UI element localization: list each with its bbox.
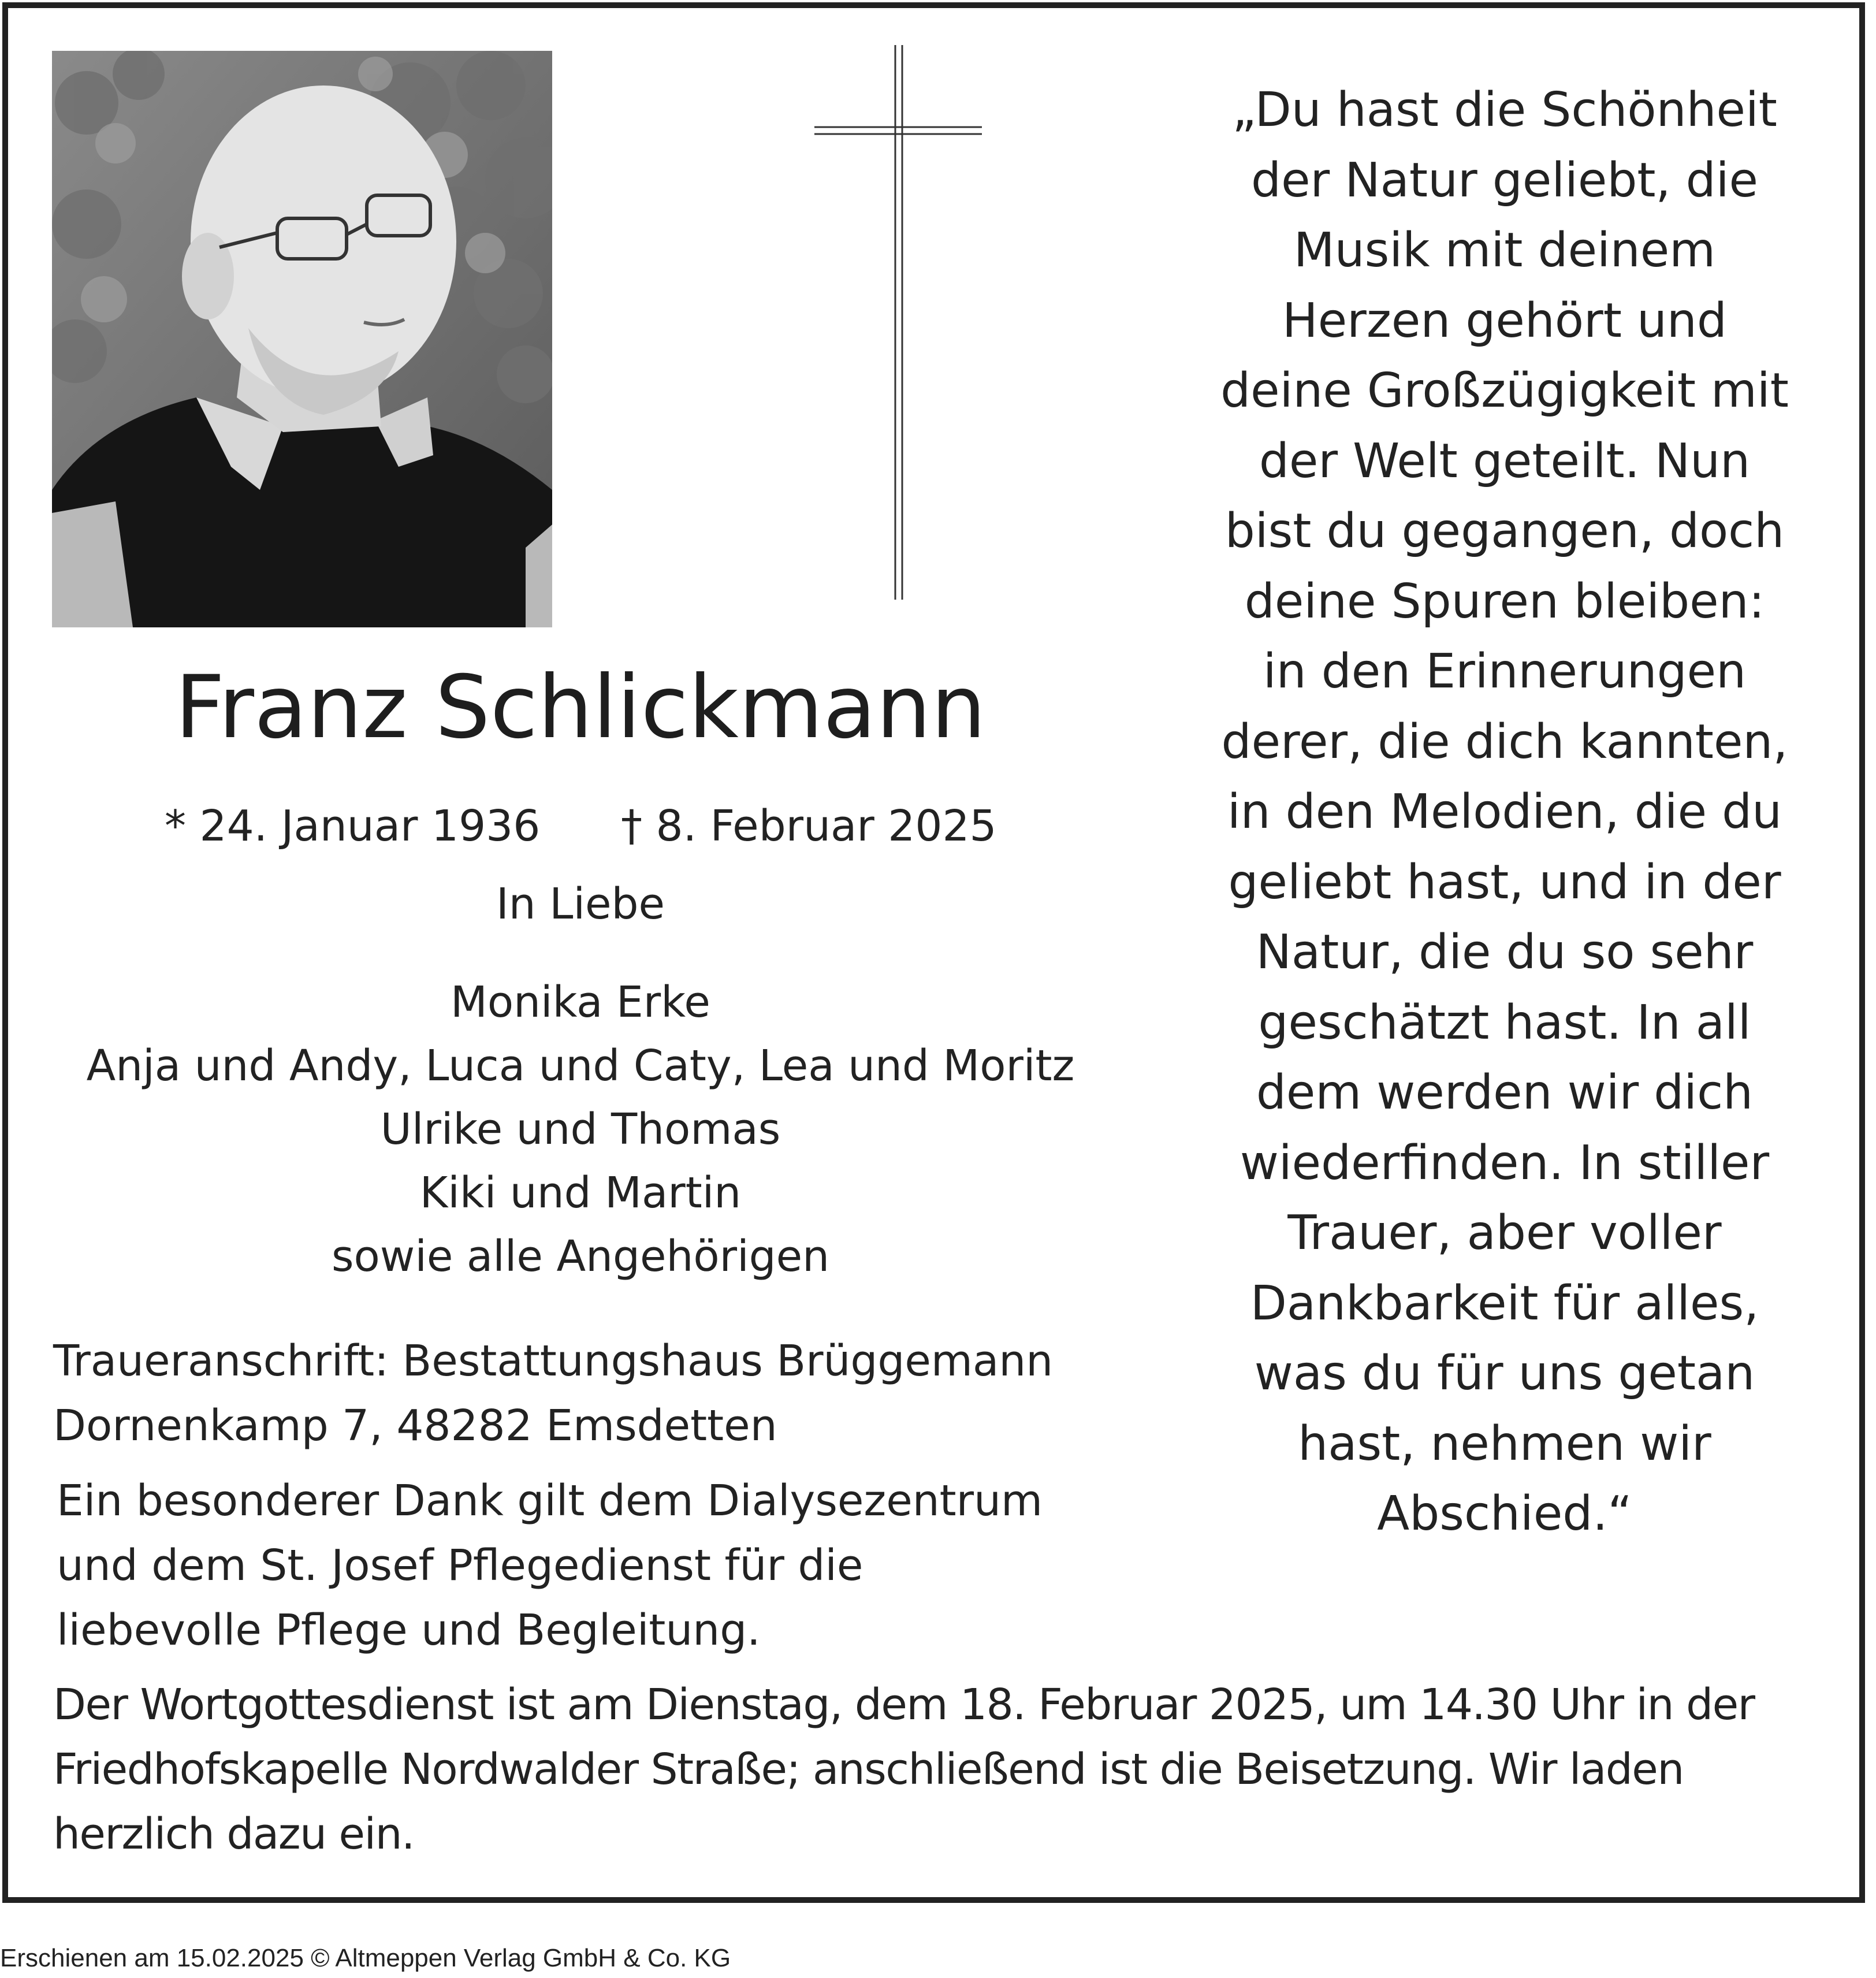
quote-line: bist du gegangen, doch: [1224, 504, 1785, 559]
quote-line: Herzen gehört und: [1282, 293, 1727, 348]
quote-line: Trauer, aber voller: [1287, 1206, 1722, 1261]
service-paragraph: [53, 1672, 1755, 1867]
quote-line: in den Erinnerungen: [1263, 644, 1747, 699]
death-date: † 8. Februar 2025: [621, 801, 997, 851]
quote-line: was du für uns getan: [1254, 1346, 1755, 1401]
address-line: Dornenkamp 7, 48282 Emsdetten: [53, 1401, 777, 1451]
quote-line: der Welt geteilt. Nun: [1259, 433, 1751, 489]
address-line: Traueranschrift: Bestattungshaus Brüggemann: [53, 1336, 1054, 1386]
portrait-photo: [52, 51, 552, 627]
mourners-list: [52, 971, 1109, 1288]
mourner-line: Anja und Andy, Luca und Caty, Lea und Moritz: [86, 1041, 1075, 1091]
publication-credit: Erschienen am 15.02.2025 © Altmeppen Verlag GmbH & Co. KG: [0, 1944, 731, 1972]
thanks-paragraph: [57, 1468, 1043, 1663]
deceased-name: Franz Schlickmann: [174, 657, 987, 758]
mourning-address: [53, 1329, 1053, 1458]
birth-date: * 24. Januar 1936: [165, 801, 541, 851]
quote-line: geschätzt hast. In all: [1258, 995, 1751, 1050]
quote-line: Dankbarkeit für alles,: [1250, 1276, 1759, 1331]
quote-line: deine Großzügigkeit mit: [1220, 363, 1789, 418]
life-dates: [52, 800, 1109, 852]
service-line: herzlich dazu ein.: [53, 1809, 415, 1859]
quote-line: Musik mit deinem: [1293, 223, 1716, 278]
quote-line: derer, die dich kannten,: [1221, 714, 1788, 769]
quote-line: der Natur geliebt, die: [1251, 153, 1758, 208]
mourner-line: Ulrike und Thomas: [380, 1105, 781, 1154]
quote-line: „Du hast die Schönheit: [1232, 83, 1777, 137]
quote-line: wiederfinden. In stiller: [1240, 1135, 1770, 1191]
quote-line: hast, nehmen wir: [1298, 1416, 1711, 1471]
service-line: Der Wortgottesdienst ist am Dienstag, dem 18. Februar 2025, um 14.30 Uhr in der: [53, 1680, 1755, 1730]
cross-icon: [812, 45, 985, 600]
thanks-line: und dem St. Josef Pflegedienst für die: [57, 1541, 863, 1590]
quote-line: geliebt hast, und in der: [1228, 854, 1781, 910]
thanks-line: Ein besonderer Dank gilt dem Dialysezentrum: [57, 1476, 1043, 1526]
mourner-line: Kiki und Martin: [419, 1168, 742, 1218]
quote-line: dem werden wir dich: [1256, 1065, 1754, 1120]
memorial-quote: [1172, 75, 1837, 1549]
in-love-line: In Liebe: [496, 879, 665, 929]
thanks-line: liebevolle Pflege und Begleitung.: [57, 1605, 761, 1655]
quote-line: Abschied.“: [1377, 1486, 1632, 1541]
mourner-line: sowie alle Angehörigen: [331, 1232, 830, 1281]
quote-line: deine Spuren bleiben:: [1244, 574, 1765, 629]
quote-line: Natur, die du so sehr: [1256, 925, 1754, 980]
service-line: Friedhofskapelle Nordwalder Straße; anschließend ist die Beisetzung. Wir laden: [53, 1745, 1684, 1794]
mourner-line: Monika Erke: [451, 977, 710, 1027]
quote-line: in den Melodien, die du: [1227, 784, 1782, 839]
